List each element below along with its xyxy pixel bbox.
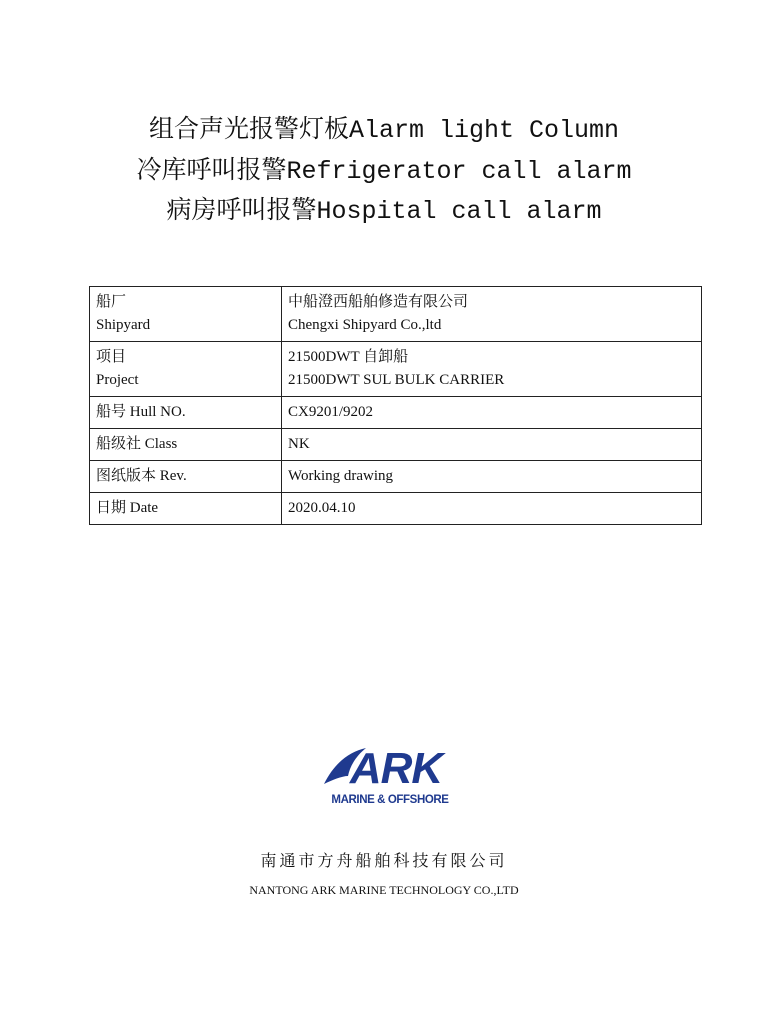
label-zh: 船厂 [96, 294, 127, 310]
title-line-3-en: Hospital call alarm [316, 197, 602, 226]
logo-text: ARK [349, 744, 443, 793]
value-zh: 中船澄西船舶修造有限公司 [288, 294, 469, 310]
row-label [90, 287, 282, 342]
row-label [90, 342, 282, 397]
row-value [282, 342, 702, 397]
row-label: 船级社 Class [90, 429, 282, 461]
value-en: Chengxi Shipyard Co.,ltd [288, 317, 442, 333]
title-line-1-zh: 组合声光报警灯板 [148, 114, 349, 143]
title-line-1 [0, 110, 768, 151]
row-label: 日期 Date [90, 493, 282, 525]
row-value: CX9201/9202 [282, 397, 702, 429]
label-en: Project [96, 372, 139, 388]
logo-subtext: MARINE & OFFSHORE [331, 794, 449, 806]
value-zh: 21500DWT 自卸船 [288, 349, 409, 365]
ark-logo [318, 742, 463, 810]
row-value: NK [282, 429, 702, 461]
title-line-3-zh: 病房呼叫报警 [166, 195, 317, 224]
row-label: 船号 Hull NO. [90, 397, 282, 429]
row-value [282, 287, 702, 342]
title-line-2 [0, 151, 768, 192]
table-row-shipyard [90, 287, 702, 342]
title-line-2-en: Refrigerator call alarm [286, 156, 632, 186]
title-line-2-zh: 冷库呼叫报警 [136, 154, 287, 184]
label-zh: 项目 [96, 349, 127, 365]
table-row-class [90, 429, 702, 461]
table-row-hull [90, 397, 702, 429]
row-value: Working drawing [282, 461, 702, 493]
title-line-1-en: Alarm light Column [348, 116, 620, 145]
title-line-3 [0, 191, 768, 232]
document-title [0, 110, 768, 232]
label-en: Shipyard [96, 317, 151, 333]
info-table [89, 286, 702, 525]
row-label: 图纸版本 Rev. [90, 461, 282, 493]
value-en: 21500DWT SUL BULK CARRIER [288, 372, 505, 388]
table-row-project [90, 342, 702, 397]
table-row-rev [90, 461, 702, 493]
company-name-zh: 南通市方舟船舶科技有限公司 [260, 851, 508, 870]
table-row-date [90, 493, 702, 525]
company-name-en: NANTONG ARK MARINE TECHNOLOGY CO.,LTD [249, 883, 519, 897]
row-value: 2020.04.10 [282, 493, 702, 525]
